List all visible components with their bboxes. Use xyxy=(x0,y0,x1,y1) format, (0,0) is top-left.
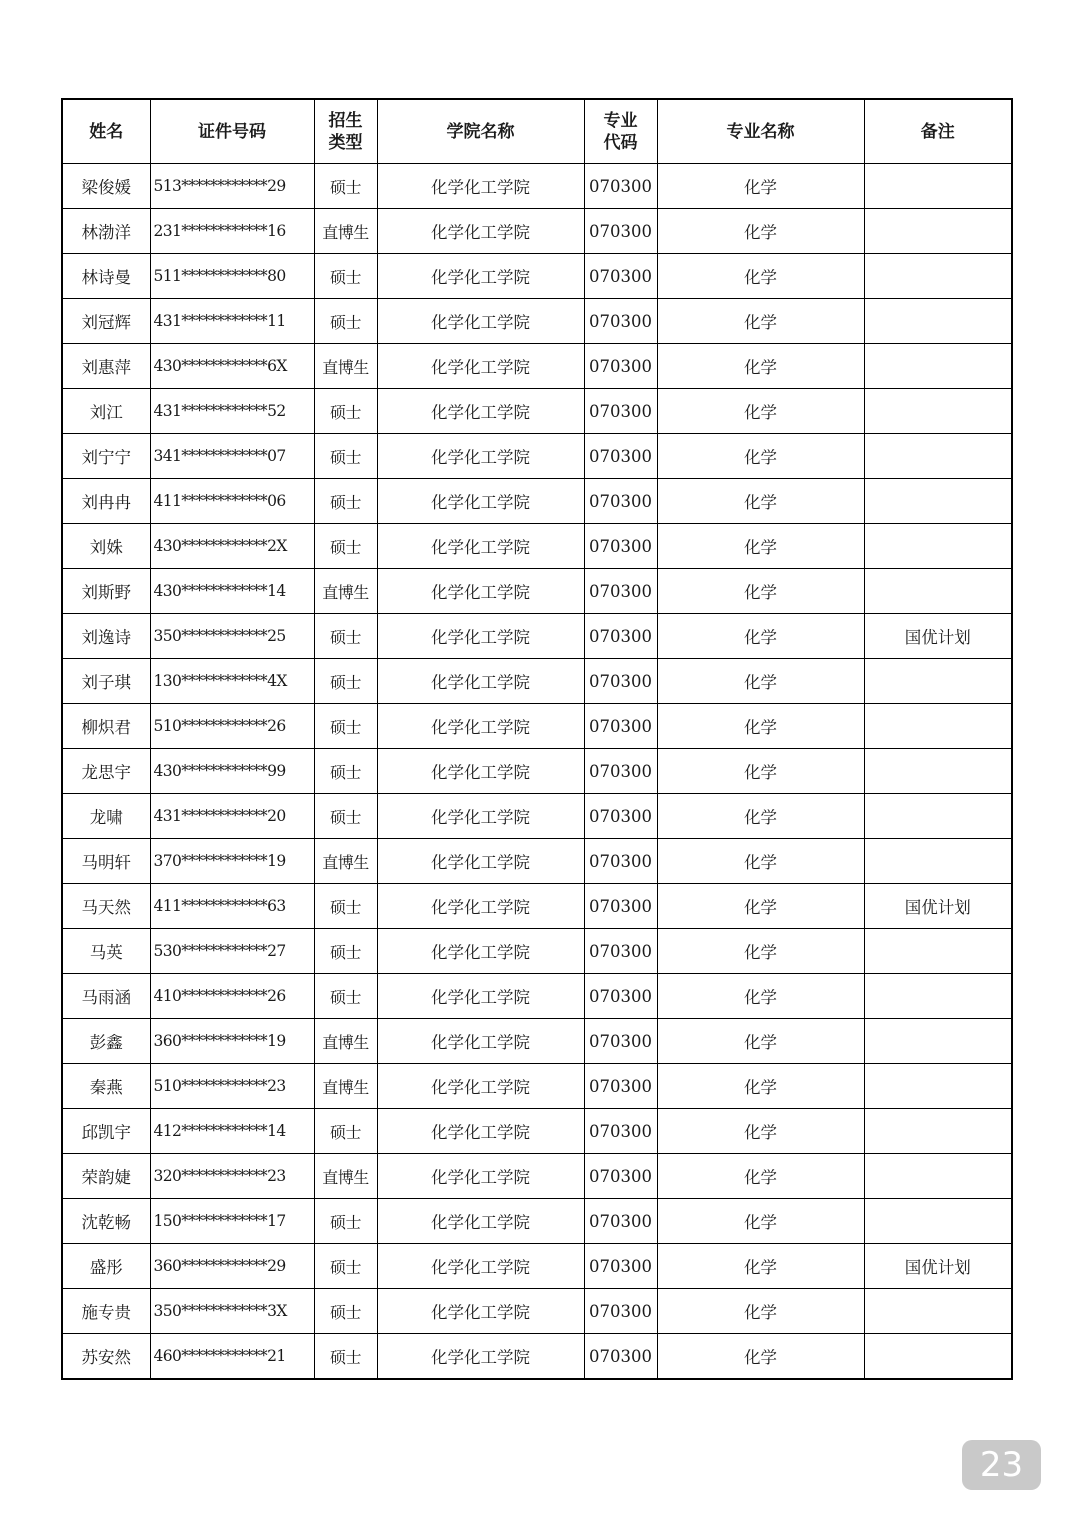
cell-name: 盛彤 xyxy=(62,1244,150,1289)
table-row xyxy=(62,164,1012,209)
cell-name: 林渤洋 xyxy=(62,209,150,254)
cell-admission-type: 硕士 xyxy=(314,1334,377,1380)
cell-admission-type: 硕士 xyxy=(314,794,377,839)
header-name: 姓名 xyxy=(62,99,150,164)
cell-name: 柳炽君 xyxy=(62,704,150,749)
cell-major-code: 070300 xyxy=(584,164,657,209)
table-row xyxy=(62,614,1012,659)
cell-admission-type: 硕士 xyxy=(314,659,377,704)
cell-college: 化学化工学院 xyxy=(377,209,584,254)
cell-major-code: 070300 xyxy=(584,479,657,524)
cell-admission-type: 硕士 xyxy=(314,704,377,749)
cell-major-name: 化学 xyxy=(657,1109,864,1154)
cell-college: 化学化工学院 xyxy=(377,839,584,884)
cell-college: 化学化工学院 xyxy=(377,1244,584,1289)
cell-major-name: 化学 xyxy=(657,1334,864,1380)
cell-admission-type: 硕士 xyxy=(314,524,377,569)
table-row xyxy=(62,1334,1012,1380)
table-row xyxy=(62,434,1012,479)
table-row xyxy=(62,839,1012,884)
cell-id-number: 430************6X xyxy=(150,344,314,389)
cell-college: 化学化工学院 xyxy=(377,1199,584,1244)
cell-college: 化学化工学院 xyxy=(377,164,584,209)
cell-admission-type: 硕士 xyxy=(314,254,377,299)
cell-major-code: 070300 xyxy=(584,614,657,659)
cell-college: 化学化工学院 xyxy=(377,254,584,299)
table-row xyxy=(62,389,1012,434)
table-row xyxy=(62,659,1012,704)
cell-college: 化学化工学院 xyxy=(377,479,584,524)
cell-remark xyxy=(864,209,1012,254)
cell-college: 化学化工学院 xyxy=(377,1019,584,1064)
cell-remark xyxy=(864,434,1012,479)
cell-remark xyxy=(864,479,1012,524)
cell-id-number: 412************14 xyxy=(150,1109,314,1154)
cell-major-code: 070300 xyxy=(584,1154,657,1199)
cell-major-name: 化学 xyxy=(657,884,864,929)
cell-name: 马英 xyxy=(62,929,150,974)
cell-major-code: 070300 xyxy=(584,839,657,884)
table-row xyxy=(62,479,1012,524)
cell-remark xyxy=(864,749,1012,794)
table-row xyxy=(62,299,1012,344)
cell-college: 化学化工学院 xyxy=(377,614,584,659)
cell-major-code: 070300 xyxy=(584,434,657,479)
cell-admission-type: 硕士 xyxy=(314,749,377,794)
cell-remark xyxy=(864,794,1012,839)
cell-admission-type: 硕士 xyxy=(314,974,377,1019)
cell-id-number: 460************21 xyxy=(150,1334,314,1380)
cell-college: 化学化工学院 xyxy=(377,749,584,794)
cell-admission-type: 硕士 xyxy=(314,884,377,929)
cell-remark xyxy=(864,1064,1012,1109)
header-admission-type xyxy=(314,99,377,164)
cell-admission-type: 直博生 xyxy=(314,344,377,389)
table-row xyxy=(62,1289,1012,1334)
table-row xyxy=(62,1199,1012,1244)
cell-major-name: 化学 xyxy=(657,659,864,704)
cell-id-number: 431************11 xyxy=(150,299,314,344)
cell-major-code: 070300 xyxy=(584,1289,657,1334)
cell-id-number: 341************07 xyxy=(150,434,314,479)
table-row xyxy=(62,929,1012,974)
cell-id-number: 411************06 xyxy=(150,479,314,524)
table-row xyxy=(62,749,1012,794)
cell-major-name: 化学 xyxy=(657,254,864,299)
cell-college: 化学化工学院 xyxy=(377,1109,584,1154)
cell-remark xyxy=(864,1334,1012,1380)
cell-major-name: 化学 xyxy=(657,389,864,434)
cell-major-code: 070300 xyxy=(584,1019,657,1064)
cell-admission-type: 直博生 xyxy=(314,1064,377,1109)
cell-major-name: 化学 xyxy=(657,209,864,254)
cell-major-name: 化学 xyxy=(657,1289,864,1334)
cell-remark xyxy=(864,389,1012,434)
cell-major-code: 070300 xyxy=(584,1199,657,1244)
cell-major-code: 070300 xyxy=(584,1109,657,1154)
cell-remark: 国优计划 xyxy=(864,614,1012,659)
cell-id-number: 513************29 xyxy=(150,164,314,209)
cell-major-name: 化学 xyxy=(657,434,864,479)
cell-remark xyxy=(864,1109,1012,1154)
cell-admission-type: 直博生 xyxy=(314,569,377,614)
cell-major-name: 化学 xyxy=(657,1064,864,1109)
cell-major-name: 化学 xyxy=(657,1244,864,1289)
cell-name: 刘逸诗 xyxy=(62,614,150,659)
cell-id-number: 370************19 xyxy=(150,839,314,884)
table-row xyxy=(62,704,1012,749)
cell-college: 化学化工学院 xyxy=(377,1289,584,1334)
cell-remark xyxy=(864,929,1012,974)
cell-college: 化学化工学院 xyxy=(377,434,584,479)
cell-college: 化学化工学院 xyxy=(377,389,584,434)
cell-college: 化学化工学院 xyxy=(377,1064,584,1109)
cell-major-code: 070300 xyxy=(584,749,657,794)
cell-college: 化学化工学院 xyxy=(377,704,584,749)
cell-major-code: 070300 xyxy=(584,1064,657,1109)
cell-admission-type: 硕士 xyxy=(314,479,377,524)
header-major-code-text: 专业代码 xyxy=(603,110,638,153)
cell-id-number: 511************80 xyxy=(150,254,314,299)
cell-major-code: 070300 xyxy=(584,1334,657,1380)
cell-admission-type: 硕士 xyxy=(314,299,377,344)
header-major-name: 专业名称 xyxy=(657,99,864,164)
table-header xyxy=(62,99,1012,164)
cell-admission-type: 硕士 xyxy=(314,389,377,434)
cell-remark xyxy=(864,1154,1012,1199)
cell-id-number: 431************20 xyxy=(150,794,314,839)
cell-name: 邱凯宇 xyxy=(62,1109,150,1154)
cell-admission-type: 硕士 xyxy=(314,434,377,479)
cell-remark xyxy=(864,704,1012,749)
cell-major-code: 070300 xyxy=(584,794,657,839)
cell-admission-type: 硕士 xyxy=(314,929,377,974)
cell-major-name: 化学 xyxy=(657,839,864,884)
cell-id-number: 231************16 xyxy=(150,209,314,254)
cell-major-code: 070300 xyxy=(584,344,657,389)
cell-name: 刘惠萍 xyxy=(62,344,150,389)
cell-name: 龙思宇 xyxy=(62,749,150,794)
cell-name: 刘子琪 xyxy=(62,659,150,704)
cell-admission-type: 硕士 xyxy=(314,164,377,209)
cell-admission-type: 硕士 xyxy=(314,614,377,659)
cell-college: 化学化工学院 xyxy=(377,344,584,389)
cell-id-number: 411************63 xyxy=(150,884,314,929)
cell-remark xyxy=(864,344,1012,389)
cell-admission-type: 硕士 xyxy=(314,1109,377,1154)
cell-id-number: 431************52 xyxy=(150,389,314,434)
cell-major-code: 070300 xyxy=(584,1244,657,1289)
cell-college: 化学化工学院 xyxy=(377,569,584,614)
cell-remark: 国优计划 xyxy=(864,884,1012,929)
table-row xyxy=(62,1109,1012,1154)
table-row xyxy=(62,794,1012,839)
cell-remark xyxy=(864,974,1012,1019)
cell-college: 化学化工学院 xyxy=(377,1154,584,1199)
cell-college: 化学化工学院 xyxy=(377,1334,584,1380)
cell-major-name: 化学 xyxy=(657,1199,864,1244)
header-admission-type-text: 招生类型 xyxy=(328,110,363,153)
cell-major-code: 070300 xyxy=(584,299,657,344)
cell-name: 龙啸 xyxy=(62,794,150,839)
cell-major-name: 化学 xyxy=(657,929,864,974)
cell-major-code: 070300 xyxy=(584,884,657,929)
cell-major-name: 化学 xyxy=(657,299,864,344)
cell-name: 刘斯野 xyxy=(62,569,150,614)
cell-college: 化学化工学院 xyxy=(377,659,584,704)
cell-college: 化学化工学院 xyxy=(377,524,584,569)
table-row xyxy=(62,1019,1012,1064)
cell-admission-type: 直博生 xyxy=(314,1154,377,1199)
table-row xyxy=(62,1064,1012,1109)
cell-name: 马天然 xyxy=(62,884,150,929)
cell-name: 施专贵 xyxy=(62,1289,150,1334)
header-major-code xyxy=(584,99,657,164)
cell-college: 化学化工学院 xyxy=(377,929,584,974)
cell-id-number: 130************4X xyxy=(150,659,314,704)
cell-name: 秦燕 xyxy=(62,1064,150,1109)
cell-name: 刘江 xyxy=(62,389,150,434)
admission-list-table xyxy=(61,98,1013,1380)
cell-major-code: 070300 xyxy=(584,389,657,434)
cell-college: 化学化工学院 xyxy=(377,794,584,839)
table-body xyxy=(62,164,1012,1380)
cell-major-name: 化学 xyxy=(657,1019,864,1064)
cell-name: 梁俊媛 xyxy=(62,164,150,209)
header-remark: 备注 xyxy=(864,99,1012,164)
cell-id-number: 430************14 xyxy=(150,569,314,614)
cell-id-number: 510************26 xyxy=(150,704,314,749)
cell-admission-type: 直博生 xyxy=(314,209,377,254)
cell-name: 马明轩 xyxy=(62,839,150,884)
cell-major-name: 化学 xyxy=(657,569,864,614)
table-row xyxy=(62,1154,1012,1199)
cell-name: 林诗曼 xyxy=(62,254,150,299)
cell-major-name: 化学 xyxy=(657,794,864,839)
cell-major-code: 070300 xyxy=(584,929,657,974)
header-college: 学院名称 xyxy=(377,99,584,164)
cell-id-number: 320************23 xyxy=(150,1154,314,1199)
cell-id-number: 360************19 xyxy=(150,1019,314,1064)
cell-remark xyxy=(864,299,1012,344)
cell-name: 刘姝 xyxy=(62,524,150,569)
cell-id-number: 410************26 xyxy=(150,974,314,1019)
cell-remark xyxy=(864,569,1012,614)
cell-major-name: 化学 xyxy=(657,344,864,389)
cell-id-number: 350************25 xyxy=(150,614,314,659)
cell-major-name: 化学 xyxy=(657,479,864,524)
cell-name: 沈乾畅 xyxy=(62,1199,150,1244)
cell-name: 彭鑫 xyxy=(62,1019,150,1064)
cell-admission-type: 硕士 xyxy=(314,1244,377,1289)
cell-major-code: 070300 xyxy=(584,209,657,254)
cell-name: 马雨涵 xyxy=(62,974,150,1019)
page-number-badge: 23 xyxy=(962,1440,1041,1490)
cell-admission-type: 直博生 xyxy=(314,839,377,884)
cell-major-code: 070300 xyxy=(584,254,657,299)
cell-college: 化学化工学院 xyxy=(377,974,584,1019)
table-row xyxy=(62,344,1012,389)
cell-id-number: 530************27 xyxy=(150,929,314,974)
cell-remark: 国优计划 xyxy=(864,1244,1012,1289)
table-row xyxy=(62,254,1012,299)
header-row xyxy=(62,99,1012,164)
cell-id-number: 510************23 xyxy=(150,1064,314,1109)
cell-major-code: 070300 xyxy=(584,659,657,704)
cell-major-name: 化学 xyxy=(657,164,864,209)
cell-major-name: 化学 xyxy=(657,524,864,569)
cell-remark xyxy=(864,839,1012,884)
cell-remark xyxy=(864,254,1012,299)
cell-admission-type: 硕士 xyxy=(314,1289,377,1334)
cell-admission-type: 直博生 xyxy=(314,1019,377,1064)
cell-major-code: 070300 xyxy=(584,974,657,1019)
cell-id-number: 430************2X xyxy=(150,524,314,569)
table-row xyxy=(62,974,1012,1019)
table-row xyxy=(62,569,1012,614)
cell-major-code: 070300 xyxy=(584,569,657,614)
cell-admission-type: 硕士 xyxy=(314,1199,377,1244)
cell-remark xyxy=(864,1289,1012,1334)
cell-major-name: 化学 xyxy=(657,614,864,659)
cell-major-code: 070300 xyxy=(584,524,657,569)
cell-id-number: 150************17 xyxy=(150,1199,314,1244)
cell-major-name: 化学 xyxy=(657,974,864,1019)
cell-id-number: 430************99 xyxy=(150,749,314,794)
table-row xyxy=(62,524,1012,569)
table-row xyxy=(62,1244,1012,1289)
cell-remark xyxy=(864,1199,1012,1244)
cell-name: 苏安然 xyxy=(62,1334,150,1380)
cell-remark xyxy=(864,524,1012,569)
cell-id-number: 350************3X xyxy=(150,1289,314,1334)
cell-name: 刘宁宁 xyxy=(62,434,150,479)
cell-name: 刘冉冉 xyxy=(62,479,150,524)
table-row xyxy=(62,209,1012,254)
cell-college: 化学化工学院 xyxy=(377,884,584,929)
cell-name: 荣韵婕 xyxy=(62,1154,150,1199)
cell-remark xyxy=(864,659,1012,704)
header-id-number: 证件号码 xyxy=(150,99,314,164)
cell-id-number: 360************29 xyxy=(150,1244,314,1289)
cell-remark xyxy=(864,1019,1012,1064)
cell-name: 刘冠辉 xyxy=(62,299,150,344)
cell-college: 化学化工学院 xyxy=(377,299,584,344)
table-row xyxy=(62,884,1012,929)
cell-major-name: 化学 xyxy=(657,704,864,749)
cell-major-code: 070300 xyxy=(584,704,657,749)
cell-major-name: 化学 xyxy=(657,1154,864,1199)
cell-major-name: 化学 xyxy=(657,749,864,794)
cell-remark xyxy=(864,164,1012,209)
